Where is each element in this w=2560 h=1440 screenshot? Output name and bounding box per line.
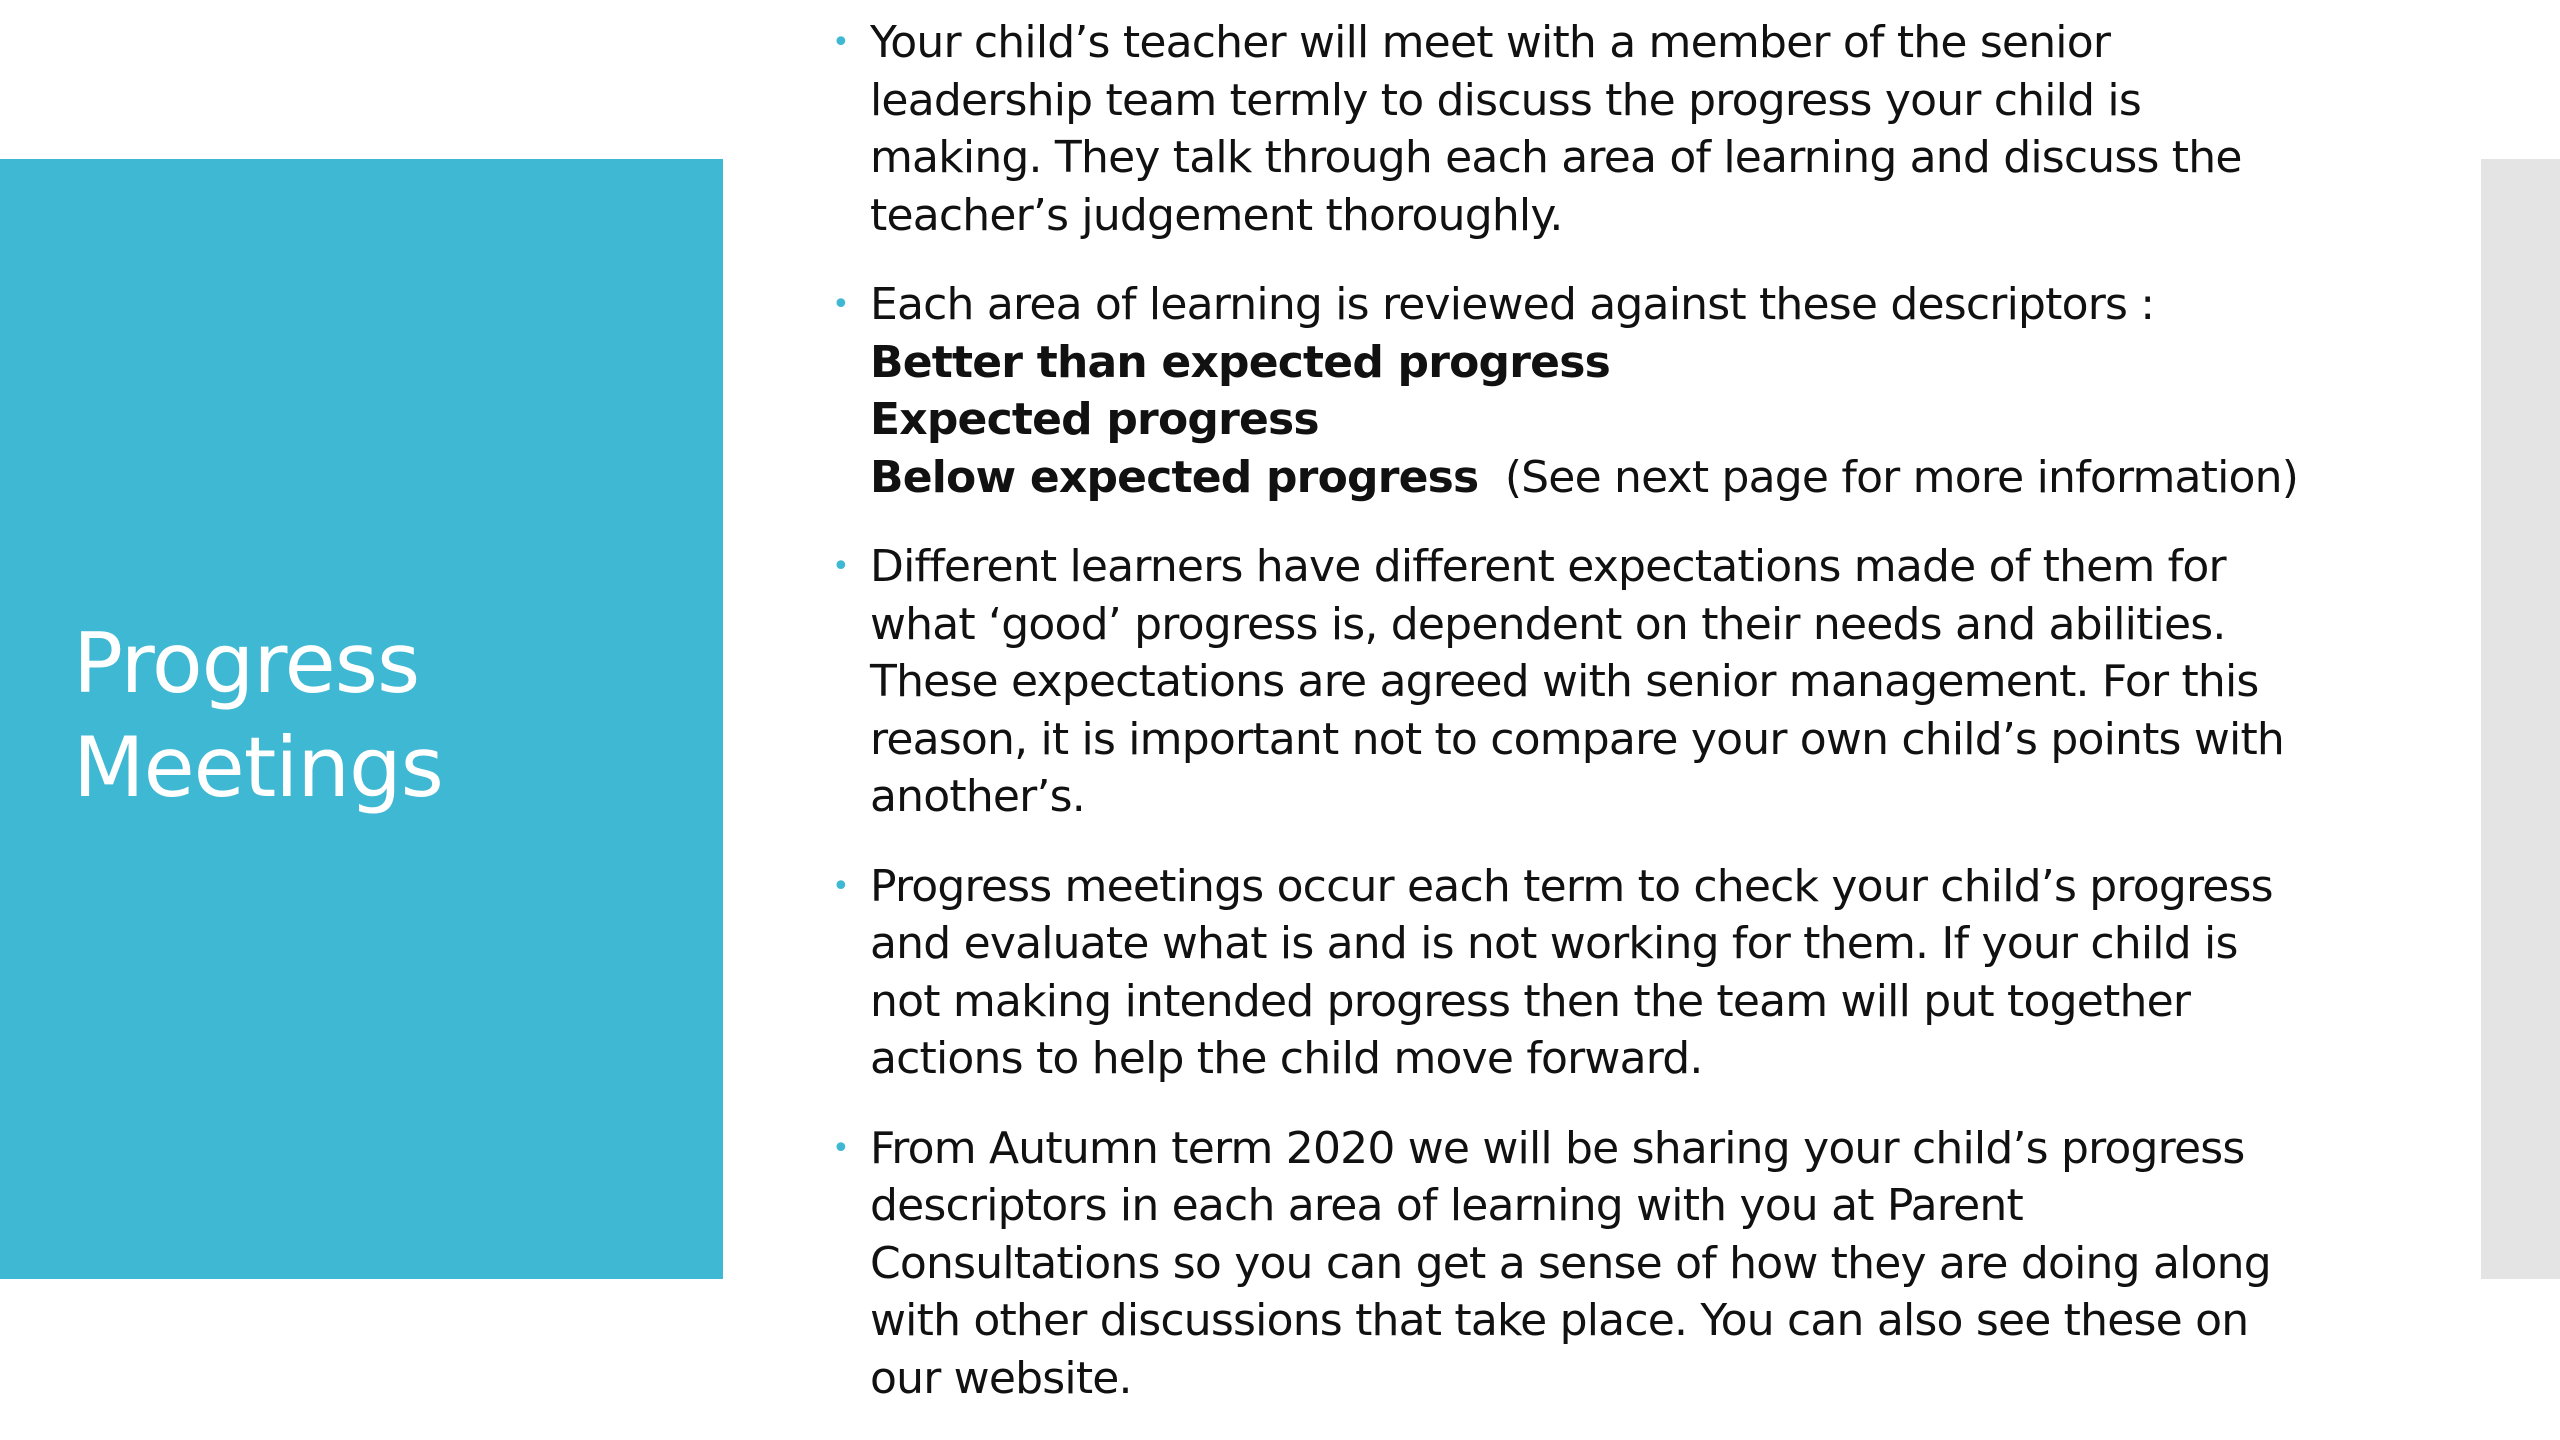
bullet-1-line-1: Your child’s teacher will meet with a member of the senior bbox=[870, 17, 2111, 68]
bullet-3-line-2: what ‘good’ progress is, dependent on their needs and abilities. bbox=[870, 598, 2226, 650]
right-side-bar bbox=[2481, 159, 2560, 1279]
bullet-3-line-4: reason, it is important not to compare your own child’s points with bbox=[870, 713, 2284, 765]
bullet-item-4 bbox=[830, 858, 2350, 1088]
bullet-4-line-1: Progress meetings occur each term to check your child’s progress bbox=[870, 860, 2273, 912]
bullet-item-5 bbox=[830, 1120, 2350, 1408]
slide-title-line-1: Progress bbox=[73, 615, 420, 712]
bullet-1-line-4: teacher’s judgement thoroughly. bbox=[870, 189, 1563, 241]
bullet-dot-icon: • bbox=[832, 868, 849, 904]
bullet-dot-icon: • bbox=[832, 25, 849, 60]
slide-title-line-2: Meetings bbox=[73, 719, 443, 816]
bullet-4-line-4: actions to help the child move forward. bbox=[870, 1033, 1703, 1084]
bullet-1-line-2: leadership team termly to discuss the progress your child is bbox=[870, 74, 2141, 126]
bullet-5-line-3: Consultations so you can get a sense of how they are doing along bbox=[870, 1237, 2271, 1289]
bullet-2-intro: Each area of learning is reviewed against these descriptors : bbox=[870, 279, 2155, 330]
bullet-list bbox=[830, 14, 2350, 1439]
bullet-4-line-2: and evaluate what is and is not working for them. If your child is bbox=[870, 918, 2238, 969]
bullet-5-line-5: our website. bbox=[870, 1352, 1132, 1404]
bullet-5-line-2: descriptors in each area of learning with you at Parent bbox=[870, 1180, 2023, 1231]
slide-title bbox=[73, 612, 443, 820]
bullet-dot-icon: • bbox=[832, 1130, 849, 1166]
bullet-5-line-1: From Autumn term 2020 we will be sharing your child’s progress bbox=[870, 1122, 2245, 1174]
bullet-3-line-3: These expectations are agreed with senior management. For this bbox=[870, 656, 2259, 707]
descriptor-note: (See next page for more information) bbox=[1504, 451, 2299, 503]
bullet-3-line-1: Different learners have different expectations made of them for bbox=[870, 541, 2226, 592]
bullet-4-line-3: not making intended progress then the team will put together bbox=[870, 975, 2191, 1027]
bullet-5-line-4: with other discussions that take place. You can also see these on bbox=[870, 1295, 2249, 1346]
bullet-item-3 bbox=[830, 538, 2350, 826]
bullet-dot-icon: • bbox=[832, 287, 849, 322]
bullet-item-1 bbox=[830, 14, 2350, 244]
descriptor-below-expected: Below expected progress bbox=[870, 451, 1479, 503]
bullet-item-2 bbox=[830, 276, 2350, 506]
bullet-1-line-3: making. They talk through each area of learning and discuss the bbox=[870, 132, 2242, 183]
bullet-3-line-5: another’s. bbox=[870, 771, 1085, 822]
bullet-dot-icon: • bbox=[832, 549, 849, 584]
descriptor-expected: Expected progress bbox=[870, 394, 1319, 445]
descriptor-better-than-expected: Better than expected progress bbox=[870, 336, 1610, 388]
